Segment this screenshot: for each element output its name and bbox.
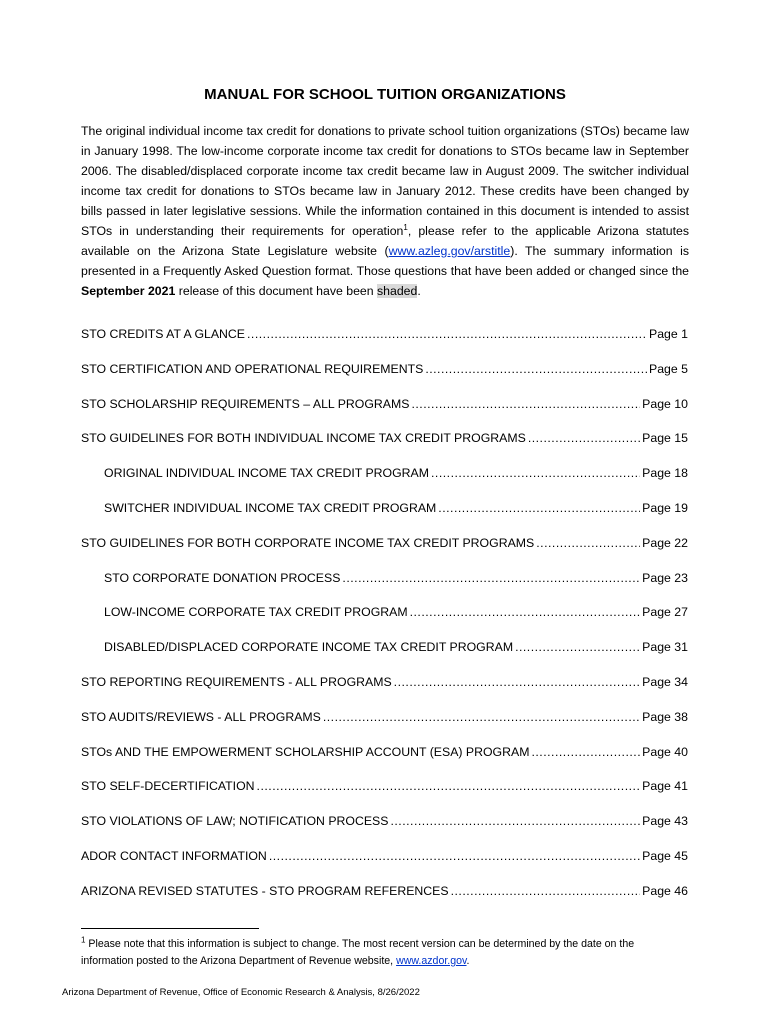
toc-entry-page: Page 46 <box>642 884 688 898</box>
toc-leader-dots <box>531 743 640 761</box>
toc-entry-page: Page 22 <box>642 536 688 550</box>
toc-entry-page: Page 18 <box>642 466 688 480</box>
toc-entry-label: LOW-INCOME CORPORATE TAX CREDIT PROGRAM <box>104 605 408 619</box>
toc-entry-label: ADOR CONTACT INFORMATION <box>81 849 267 863</box>
toc-entry-label: DISABLED/DISPLACED CORPORATE INCOME TAX CREDIT PROGRAM <box>104 640 514 654</box>
toc-entry-page: Page 38 <box>642 710 688 724</box>
toc-leader-dots <box>394 673 641 691</box>
toc-entry[interactable] <box>104 464 688 482</box>
toc-entry[interactable] <box>104 638 688 656</box>
document-title: MANUAL FOR SCHOOL TUITION ORGANIZATIONS <box>204 86 566 103</box>
toc-entry-label: STO SELF-DECERTIFICATION <box>81 779 255 793</box>
shaded-word: shaded <box>377 284 418 298</box>
footnote-number: 1 <box>81 935 86 945</box>
toc-entry-label: ARIZONA REVISED STATUTES - STO PROGRAM REFERENCES <box>81 884 449 898</box>
toc-entry-page: Page 43 <box>642 814 688 828</box>
page-footer: Arizona Department of Revenue, Office of Economic Research & Analysis, 8/26/2022 <box>62 987 420 998</box>
toc-leader-dots <box>410 603 641 621</box>
toc-entry-page: Page 31 <box>642 640 688 654</box>
toc-entry-page: Page 1 <box>649 327 688 341</box>
toc-leader-dots <box>536 534 640 552</box>
toc-entry-page: Page 45 <box>642 849 688 863</box>
toc-entry-page: Page 10 <box>642 397 688 411</box>
toc-leader-dots <box>247 325 647 343</box>
toc-entry[interactable] <box>81 812 688 830</box>
toc-entry[interactable] <box>81 743 688 761</box>
toc-entry[interactable] <box>81 429 688 447</box>
release-date-bold: September 2021 <box>81 284 176 298</box>
toc-entry[interactable] <box>81 882 688 900</box>
azdor-link[interactable]: www.azdor.gov <box>396 955 467 967</box>
toc-leader-dots <box>269 847 640 865</box>
toc-leader-dots <box>528 429 640 447</box>
footnote-reference[interactable]: 1 <box>403 222 408 232</box>
azleg-link[interactable]: www.azleg.gov/arstitle <box>388 244 511 258</box>
toc-entry[interactable] <box>81 673 688 691</box>
toc-leader-dots <box>438 499 640 517</box>
toc-entry[interactable] <box>81 534 688 552</box>
toc-entry-page: Page 41 <box>642 779 688 793</box>
footnote <box>81 936 681 970</box>
intro-text-2: , please refer to the applicable Arizona statutes available on the Arizona State Legislature website ( <box>81 224 689 258</box>
toc-entry-page: Page 19 <box>642 501 688 515</box>
toc-leader-dots <box>451 882 641 900</box>
toc-leader-dots <box>323 708 640 726</box>
toc-entry-label: STO GUIDELINES FOR BOTH CORPORATE INCOME TAX CREDIT PROGRAMS <box>81 536 535 550</box>
toc-entry-page: Page 40 <box>642 745 688 759</box>
toc-entry-label: STO REPORTING REQUIREMENTS - ALL PROGRAMS <box>81 675 392 689</box>
footnote-end: . <box>466 955 470 967</box>
toc-entry[interactable] <box>104 603 688 621</box>
toc-entry-page: Page 27 <box>642 605 688 619</box>
toc-leader-dots <box>431 464 640 482</box>
toc-entry[interactable] <box>81 395 688 413</box>
intro-text-1: The original individual income tax credit for donations to private school tuition organizations (STOs) became law in January 1998. The low-income corporate income tax credit for donations to STOs became law in September 2006. The disabled/displaced corporate income tax credit became law in August 2009. The switcher individual income tax credit for donations to STOs became law in January 2012. These credits have been changed by bills passed in later legislative sessions. While the information contained in this document is intended to assist STOs in understanding their requirements for operation <box>81 124 689 238</box>
toc-entry-label: STOs AND THE EMPOWERMENT SCHOLARSHIP ACCOUNT (ESA) PROGRAM <box>81 745 530 759</box>
toc-entry-label: STO SCHOLARSHIP REQUIREMENTS – ALL PROGRAMS <box>81 397 410 411</box>
footnote-text: Please note that this information is subject to change. The most recent version can be determined by the date on the information posted to the Arizona Department of Revenue website, <box>81 938 635 967</box>
toc-entry-label: STO CREDITS AT A GLANCE <box>81 327 246 341</box>
toc-leader-dots <box>411 395 640 413</box>
toc-entry-page: Page 15 <box>642 431 688 445</box>
intro-text-4: release of this document have been <box>175 284 378 298</box>
toc-entry[interactable] <box>81 847 688 865</box>
toc-entry-label: STO GUIDELINES FOR BOTH INDIVIDUAL INCOME TAX CREDIT PROGRAMS <box>81 431 526 445</box>
toc-entry-page: Page 23 <box>642 571 688 585</box>
toc-entry-page: Page 34 <box>642 675 688 689</box>
toc-entry-page: Page 5 <box>649 362 688 376</box>
toc-entry-label: STO CERTIFICATION AND OPERATIONAL REQUIREMENTS <box>81 362 424 376</box>
toc-entry[interactable] <box>104 499 688 517</box>
toc-leader-dots <box>515 638 640 656</box>
intro-text-3: ). The summary information is presented in a Frequently Asked Question format. Those questions that have been added or changed since the <box>81 244 689 278</box>
toc-entry[interactable] <box>81 325 688 343</box>
toc-entry[interactable] <box>81 360 688 378</box>
toc-leader-dots <box>257 777 641 795</box>
intro-text-5: . <box>417 284 421 298</box>
toc-entry-label: STO VIOLATIONS OF LAW; NOTIFICATION PROCESS <box>81 814 389 828</box>
toc-entry[interactable] <box>81 777 688 795</box>
toc-leader-dots <box>390 812 640 830</box>
toc-leader-dots <box>342 569 640 587</box>
toc-entry-label: SWITCHER INDIVIDUAL INCOME TAX CREDIT PROGRAM <box>104 501 437 515</box>
toc-entry[interactable] <box>81 708 688 726</box>
toc-entry[interactable] <box>104 569 688 587</box>
toc-leader-dots <box>425 360 647 378</box>
toc-entry-label: STO AUDITS/REVIEWS - ALL PROGRAMS <box>81 710 321 724</box>
footnote-divider <box>81 928 259 929</box>
toc-entry-label: STO CORPORATE DONATION PROCESS <box>104 571 341 585</box>
toc-entry-label: ORIGINAL INDIVIDUAL INCOME TAX CREDIT PROGRAM <box>104 466 430 480</box>
